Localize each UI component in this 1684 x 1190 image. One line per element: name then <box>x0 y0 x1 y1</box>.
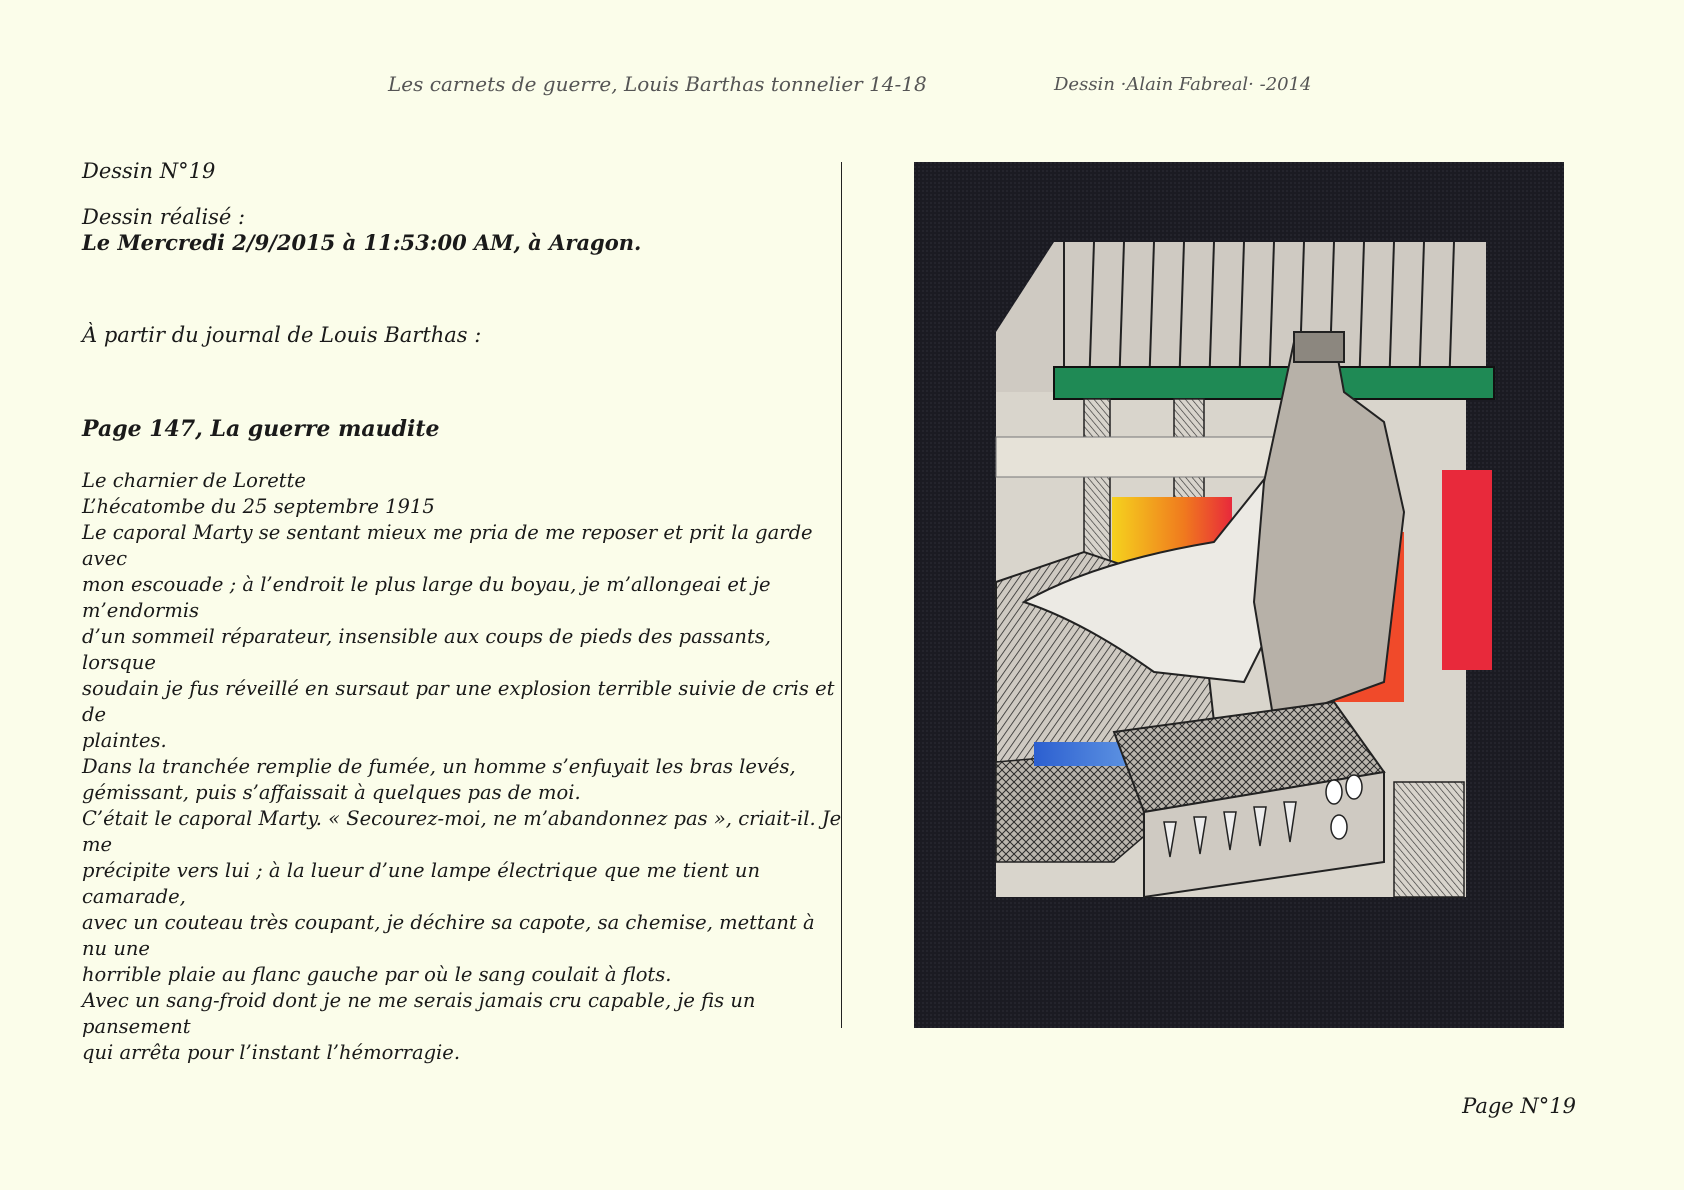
text-line: Avec un sang-froid dont je ne me serais jamais cru capable, je fis un pansement <box>82 989 756 1038</box>
journal-excerpt <box>82 468 842 1066</box>
text-line: d’un sommeil réparateur, insensible aux coups de pieds des passants, lorsque <box>82 625 772 674</box>
text-line: mon escouade ; à l’endroit le plus large du boyau, je m’allongeai et je m’endormis <box>82 573 771 622</box>
text-line: avec un couteau très coupant, je déchire sa capote, sa chemise, mettant à nu une <box>82 911 815 960</box>
dessin-realise-label: Dessin réalisé : <box>82 205 246 229</box>
dessin-number: Dessin N°19 <box>82 159 216 183</box>
green-band <box>1054 367 1494 399</box>
book-title: Les carnets de guerre, Louis Barthas tonnelier 14-18 <box>388 72 927 96</box>
text-line: L’hécatombe du 25 septembre 1915 <box>82 495 435 518</box>
drawing-credit: Dessin ·Alain Fabreal· -2014 <box>1054 74 1312 95</box>
text-line: soudain je fus réveillé en sursaut par une explosion terrible suivie de cris et de <box>82 677 835 726</box>
page-number: Page N°19 <box>1462 1094 1576 1118</box>
text-line: Dans la tranchée remplie de fumée, un homme s’enfuyait les bras levés, <box>82 755 796 778</box>
page-title: Page 147, La guerre maudite <box>82 416 440 442</box>
artwork-drawing <box>914 162 1564 1028</box>
text-line: qui arrêta pour l’instant l’hémorragie. <box>82 1041 461 1064</box>
red-panel <box>1442 470 1492 670</box>
source-intro: À partir du journal de Louis Barthas : <box>82 323 482 347</box>
text-line: précipite vers lui ; à la lueur d’une lampe électrique que me tient un camarade, <box>82 859 761 908</box>
text-line: C’était le caporal Marty. « Secourez-moi, ne m’abandonnez pas », criait-il. Je me <box>82 807 842 856</box>
text-line: plaintes. <box>82 729 167 752</box>
text-line: Le caporal Marty se sentant mieux me pria de me reposer et prit la garde avec <box>82 521 813 570</box>
text-line: horrible plaie au flanc gauche par où le sang coulait à flots. <box>82 963 672 986</box>
text-line: Le charnier de Lorette <box>82 469 306 492</box>
text-line: gémissant, puis s’affaissait à quelques pas de moi. <box>82 781 581 804</box>
dessin-date: Le Mercredi 2/9/2015 à 11:53:00 AM, à Aragon. <box>82 230 642 255</box>
column-divider <box>841 162 842 1028</box>
text-column <box>82 158 842 1066</box>
